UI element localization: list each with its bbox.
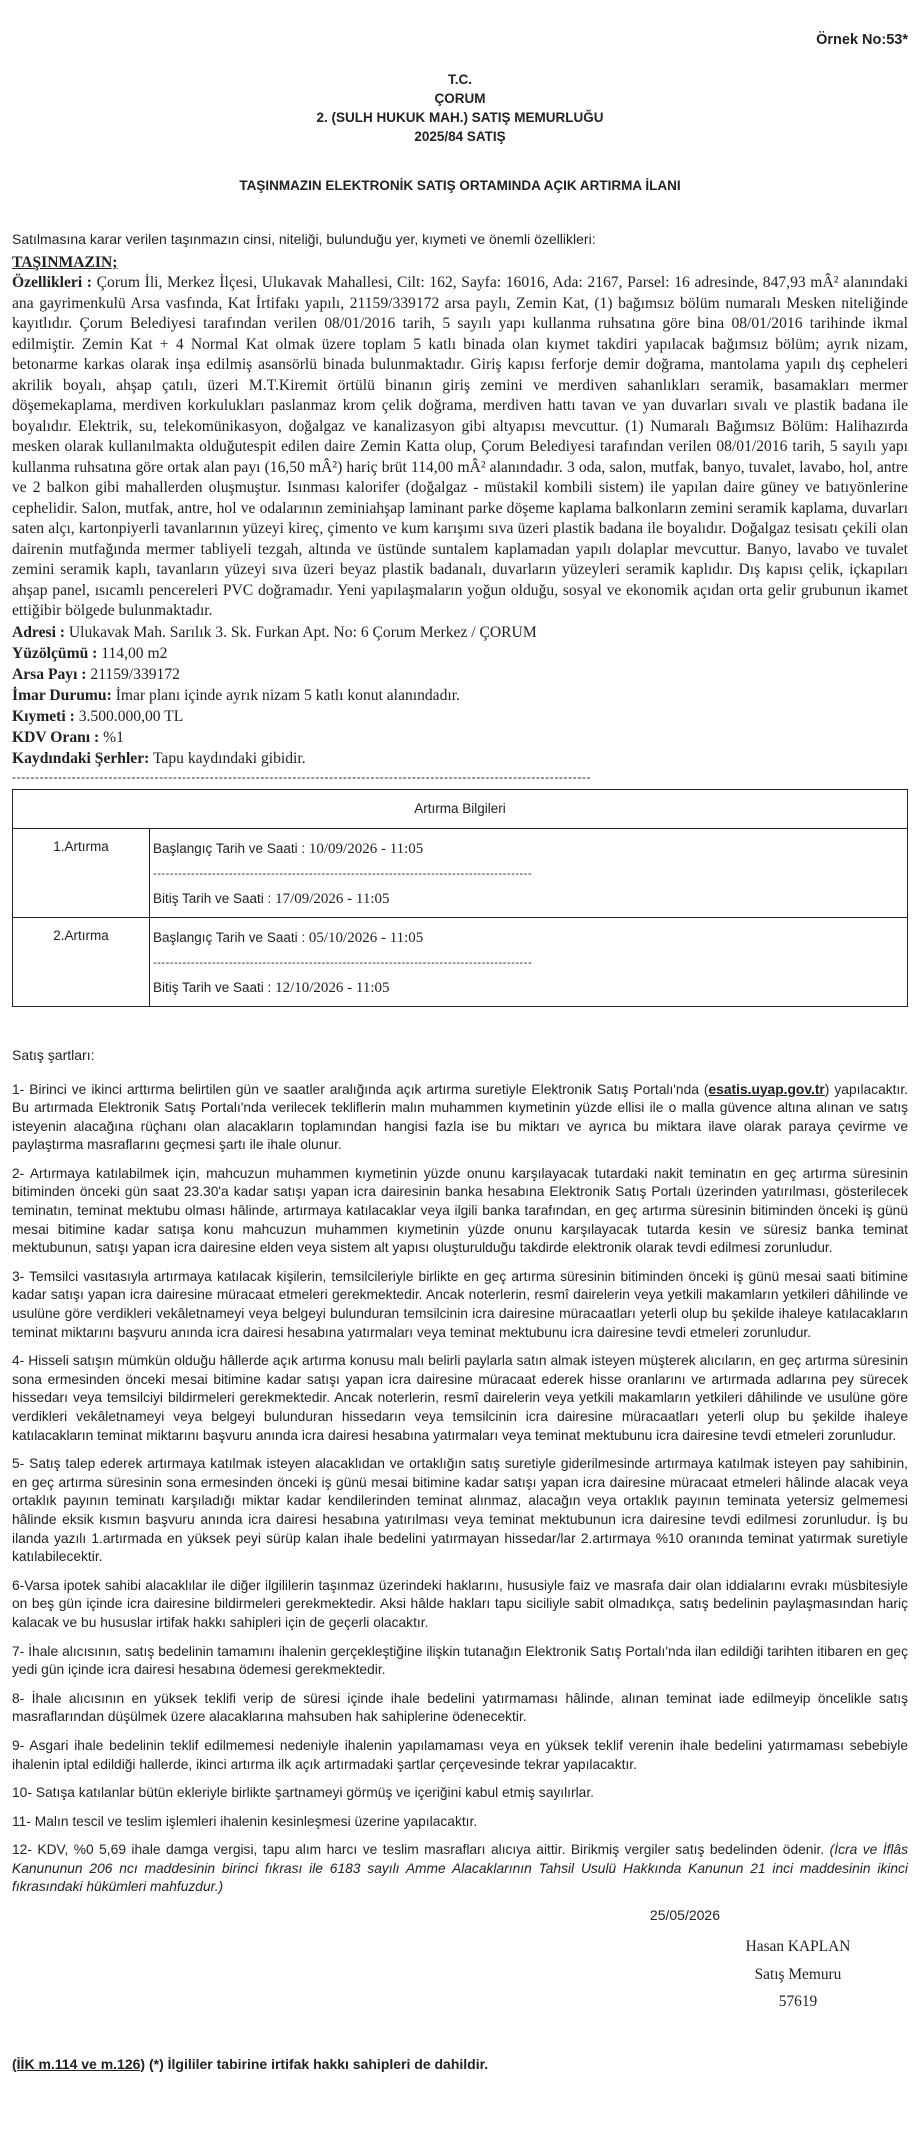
- intro-text: Satılmasına karar verilen taşınmazın cinsi, niteliği, bulunduğu yer, kıymeti ve önemli özellikleri:: [12, 231, 596, 247]
- auction-row-1: [13, 828, 908, 917]
- property-features: [12, 273, 908, 622]
- conditions-title: Satış şartları:: [12, 1046, 95, 1063]
- signer-number: 57619: [778, 1993, 818, 2011]
- header-line-office: 2. (SULH HUKUK MAH.) SATIŞ MEMURLUĞU: [316, 110, 604, 125]
- condition-3: 3- Temsilci vasıtasıyla artırmaya katılacak kişilerin, temsilcileriyle birlikte en geç artırma süresinin bitiminden önceki iş günü mesai saati bitimine kadar satışı yapan icra dairesine müracaat etmeleri gerekmektedir. Ancak noterlerin, resmî dairelerin veya yetkili makamların yetkileri dâhilinde ve usulüne göre verdikleri vekâletnameyi veya belgeyi bulunduran temsilcinin icra dairesine müracaatları yeterli olup bu şekilde ihaleye katılacakların teminat miktarını başvuru anında icra dairesi hesabına yatırmaları veya teminat mektubunu icra dairesine tevdi etmeleri zorunludur.: [12, 1268, 908, 1340]
- zoning-field: İmar Durumu: İmar planı içinde ayrık nizam 5 katlı konut alanındadır.: [12, 686, 460, 704]
- value-field: Kıymeti : 3.500.000,00 TL: [12, 707, 184, 725]
- auction-row-divider: ------------------------------------------------------------------------------------------: [153, 956, 533, 969]
- condition-2: 2- Artırmaya katılabilmek için, mahcuzun muhammen kıymetinin yüzde onunu karşılayacak tutardaki nakit teminatın en geç artırma süresinin bitiminden önceki gün saat 23.30'a kadar satışı yapan icra dairesinin banka hesabına Elektronik Satış Portalı üzerinden yatırılması, gösterilecek teminatın, teminat mektubu olması hâlinde, artırmaya katılacaklar veya ilgili banka tarafından, en geç artırma süresinin bitiminden önceki iş günü mesai bitimine kadar satışa konu mahcuzun muhammen kıymetinin yüzde onunu karşılayacak tutarda kesin ve süresiz banka teminat mektubunun, satışı yapan icra dairesine elden veya sistem alt yapısı oluşturulduğu takdirde elektronik olarak tevdi edilmesi zorunludur.: [12, 1165, 908, 1256]
- condition-1: 1- Birinci ve ikinci arttırma belirtilen gün ve saatler aralığında açık artırma suretiyle Elektronik Satış Portalı'nda (esatis.uyap.gov.tr) yapılacaktır. Bu artırmada Elektronik Satış Portalı'nda verilecek tekliflerin malın muhammen kıymetinin yüzde ellisi ile o malla güvence altına alınan ve satış isteyenin alacağına rüçhanı olan alacakların toplamından hangisi fazla ise bu miktarı ve ayrıca bu miktara ilave olarak paraya çevirme ve paylaştırma masraflarını geçmesi şartı ile ihale olunur.: [12, 1081, 908, 1153]
- header-line-tc: T.C.: [447, 72, 472, 87]
- vat-field: KDV Oranı : %1: [12, 728, 124, 746]
- condition-6: 6-Varsa ipotek sahibi alacaklılar ile diğer ilgililerin taşınmaz üzerindeki haklarını, hususiyle faiz ve masrafa dair olan iddialarını evrakı müsbitesiyle on beş gün içinde icra dairesine bildirmeleri gerekmektedir. Aksi hâlde hakları tapu siciliyle sabit olmadıkça, satış bedelinin paylaşmasından hariç kalacak ve bu hususlar irtifak hakkı sahipleri için de geçerli olacaktır.: [12, 1577, 908, 1630]
- condition-5: 5- Satış talep ederek artırmaya katılmak isteyen alacaklıdan ve ortaklığın satış suretiyle giderilmesinde artırmaya katılmak isteyen pay sahibinin, en geç artırma süresinin sona ermesinden önceki iş günü mesai bitimine kadar satışı yapan icra dairesine müracaat etmeleri hâlinde alacak veya ortaklık payının teminatı karşıladığı miktar kadar kendilerinden teminat alınmaz, alacağın veya ortaklık payının teminata yetersiz gelmemesi hâlinde eksik kısmın başvuru anında icra dairesi hesabına yatırılması veya teminat mektubunun icra dairesine tevdi edilmesi zorunludur. İş bu ilanda yazılı 1.artırmada en yüksek peyi sürüp kalan ihale bedelini yatırmayan hissedar/lar 2.artırmaya %10 oranında teminat yatırmak suretiyle katılabilecektir.: [12, 1456, 908, 1565]
- land-share-field: Arsa Payı : 21159/339172: [12, 665, 180, 683]
- law-reference-link[interactable]: (İİK m.114 ve m.126): [12, 2055, 146, 2072]
- auction-end: Bitiş Tarih ve Saati : 17/09/2026 - 11:05: [153, 890, 390, 907]
- auction-start: Başlangıç Tarih ve Saati : 05/10/2026 - 11:05: [153, 929, 424, 946]
- condition-10: 10- Satışa katılanlar bütün ekleriyle birlikte şartnameyi görmüş ve içeriğini kabul etmiş sayılırlar.: [12, 1785, 595, 1801]
- divider-line: ------------------------------------------------------------------------------------------------------------------------------: [12, 769, 592, 784]
- auction-end: Bitiş Tarih ve Saati : 12/10/2026 - 11:05: [153, 979, 390, 996]
- features-text: Çorum İli, Merkez İlçesi, Ulukavak Mahallesi, Cilt: 162, Sayfa: 16016, Ada: 2167, Parsel: 16 adresinde, 847,93 mÂ² alanındaki ana gayrimenkulü Arsa vasfında, Kat İrtifakı yapılı, 21159/339172 arsa paylı, Zemin Kat, (1) bağımsız bölüm numaralı Mesken niteliğinde kayıtlıdır. Çorum Belediyesi tarafından verilen 08/01/2016 tarih, 5 sayılı yapı kullanma ruhsatına göre bina 08/01/2016 tarihinde ikmal edilmiştir. Zemin Kat + 4 Normal Kat olmak üzere toplam 5 katlı binada olan kıymet takdiri yapılacak bağımsız bölüm; ayrık nizam, betonarme karkas olarak inşa edilmiş asansörlü binada bulunmaktadır. Giriş kapısı ferforje demir doğrama, mantolama yapılı dış cepheleri akrilik boyalı, ahşap çatılı, üzeri M.T.Kiremit örtülü binanın giriş zemini ve merdiven sahanlıkları seramik, basamakları mermer döşemekaplama, merdiven korkulukları paslanmaz krom çelik doğrama, merdiven hattı tavan ve yan duvarları sıvalı ve plastik badana ile boyalıdır. Elektrik, su, telekomünikasyon, doğalgaz ve kanalizasyon gibi altyapısı mevcuttur. (1) Numaralı Bağımsız Bölüm: Halihazırda mesken olarak kullanılmakta olduğutespit edilen daire Zemin Katta olup, Çorum Belediyesi tarafından verilen 08/01/2016 tarih, 5 sayılı yapı kullanma ruhsatına göre ortak alan payı (16,50 mÂ²) hariç brüt 114,00 mÂ² alanındadır. 3 oda, salon, mutfak, banyo, tuvalet, lavabo, hol, antre ve 2 balkon gibi mahallerden oluşmuştur. Isınması kalorifer (doğalgaz - müstakil kombili sistem) ile yapılan daire güney ve batıyönlerine cephelidir. Salon, mutfak, antre, hol ve odalarının zeminiahşap laminant parke döşeme kaplama balkonların zemini seramik kaplama, duvarları saten alçı, kartonpiyerli tavanlarının yüzeyi kireç, çimento ve kum karışımı sıva üzeri plastik badana ile boyalıdır. Doğalgaz tesisatı çekili olan dairenin mutfağında mermer tabliyeli tezgah, altında ve üstünde suntalem kaplamadan yapılı dolaplar mevcuttur. Banyo, lavabo ve tuvalet zemini seramik kaplı, tavanların yüzeyi sıva üzeri beyaz plastik badanalı, duvarların yüzeyleri seramik kaplıdır. Dış kapısı çelik, içkapıları ahşap panel, ısıcamlı pencereleri PVC doğramadır. Yeni yapılaşmaların yoğun olduğu, sosyal ve ekonomik açıdan orta gelir grubunun ikamet ettiğibir bölgede bulunmaktadır.: [12, 274, 908, 619]
- page-title: TAŞINMAZIN ELEKTRONİK SATIŞ ORTAMINDA AÇIK ARTIRMA İLANI: [239, 178, 681, 193]
- auction-round-label: 2.Artırma: [13, 917, 150, 1006]
- signature-date: 25/05/2026: [649, 1907, 720, 1924]
- footnote: (İİK m.114 ve m.126) (*) İlgililer tabirine irtifak hakkı sahipleri de dahildir.: [12, 2055, 489, 2072]
- auction-row-2: [13, 917, 908, 1006]
- condition-4: 4- Hisseli satışın mümkün olduğu hâllerde açık artırma konusu malı belirli paylarla satın almak isteyen müşterek alıcıların, en geç artırma süresinin sona ermesinden önceki mesai bitimine kadar satışı yapan icra dairesine müracaat ederek hisse oranlarını ve artırmada adlarına pey sürecek hissedarı veya temsilciyi bildirmeleri gerekmektedir. Ancak noterlerin, resmî dairelerin veya yetkili makamların yetkileri dâhilinde ve usulüne göre verdikleri vekâletnameyi veya belgeyi bulunduran hissedarın veya temsilcinin icra dairesine müracaatları yeterli olup bu şekilde ihaleye katılacakların teminat miktarını başvuru anında icra dairesi hesabına yatırmaları veya teminat mektubunu icra dairesine tevdi etmeleri zorunludur.: [12, 1353, 908, 1443]
- property-heading: TAŞINMAZIN;: [12, 254, 118, 271]
- condition-11: 11- Malın tescil ve teslim işlemleri ihalenin kesinleşmesi üzerine yapılacaktır.: [12, 1813, 478, 1829]
- condition-7: 7- İhale alıcısının, satış bedelinin tamamını ihalenin gerçekleştiğine ilişkin tutanağın Elektronik Satış Portalı'nda ilan edildiği tarihten itibaren en geç yedi gün içinde icra dairesi hesabına ödemesi gerekmektedir.: [12, 1643, 908, 1678]
- auction-row-divider: ------------------------------------------------------------------------------------------: [153, 867, 533, 880]
- header-line-city: ÇORUM: [434, 91, 486, 106]
- signer-name: Hasan KAPLAN: [745, 1938, 851, 1956]
- condition-9: 9- Asgari ihale bedelinin teklif edilmemesi nedeniyle ihalenin yapılamaması veya en yüksek teklif verenin ihale bedelini yatırmaması sebebiyle ihalenin iptal edildiği hallerde, ikinci artırma ilk açık artırmadaki şartlar çerçevesinde tekrar yapılacaktır.: [12, 1737, 908, 1772]
- auction-round-label: 1.Artırma: [13, 828, 150, 917]
- area-field: Yüzölçümü : 114,00 m2: [12, 644, 168, 662]
- sample-number: Örnek No:53*: [816, 32, 908, 48]
- esatis-link[interactable]: esatis.uyap.gov.tr: [708, 1081, 825, 1097]
- condition-8: 8- İhale alıcısının en yüksek teklifi verip de süresi içinde ihale bedelini yatırmaması hâlinde, alınan teminat iade edilmeyip öncelikle satış masraflarından düşülmek üzere alacaklarına mahsuben hak sahiplerine ödenecektir.: [12, 1690, 908, 1725]
- signer-title: Satış Memuru: [754, 1965, 842, 1983]
- document-header: [12, 70, 908, 146]
- annotations-field: Kaydındaki Şerhler: Tapu kaydındaki gibidir.: [12, 749, 306, 767]
- auction-start: Başlangıç Tarih ve Saati : 10/09/2026 - 11:05: [153, 840, 424, 857]
- condition-12: 12- KDV, %0 5,69 ihale damga vergisi, tapu alım harcı ve teslim masrafları alıcıya aittir. Birikmiş vergiler satış bedelinden ödenir. (İcra ve İflâs Kanununun 206 ncı maddesinin birinci fıkrası ile 6183 sayılı Amme Alacaklarının Tahsil Usulü Hakkında Kanunun 21 inci maddesinin ikinci fıkrasındaki hükümleri mahfuzdur.): [12, 1842, 909, 1895]
- auction-table: [12, 789, 908, 1007]
- features-label: Özellikleri :: [12, 274, 92, 291]
- address-field: Adresi : Ulukavak Mah. Sarılık 3. Sk. Furkan Apt. No: 6 Çorum Merkez / ÇORUM: [12, 623, 537, 641]
- header-line-file-no: 2025/84 SATIŞ: [414, 129, 506, 144]
- signature-block: [12, 1933, 908, 2016]
- auction-table-header: Artırma Bilgileri: [13, 789, 908, 828]
